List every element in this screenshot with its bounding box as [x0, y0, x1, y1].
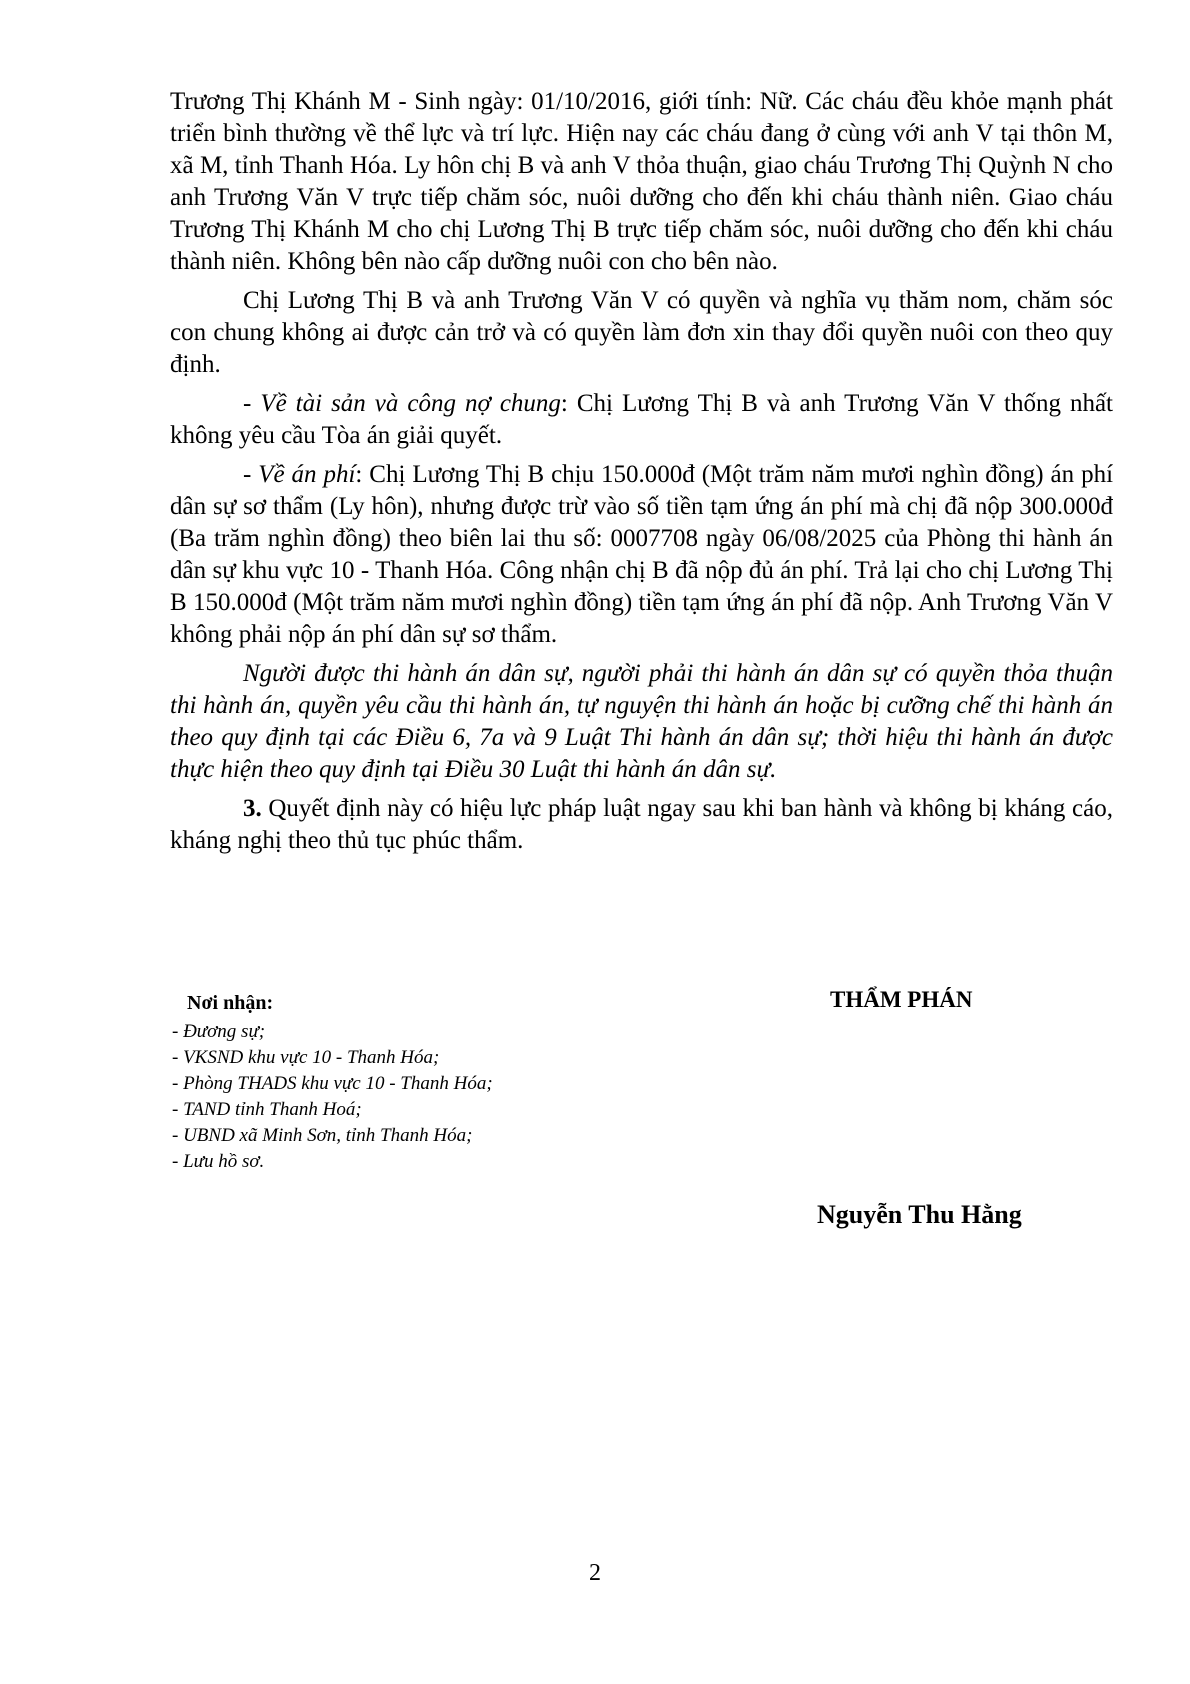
assets-debts-label: - Về tài sản và công nợ chung [243, 390, 561, 417]
judge-name: Nguyễn Thu Hằng [817, 1200, 1022, 1229]
recipient-item: - Đương sự; [172, 1021, 266, 1042]
recipient-item: - Lưu hồ sơ. [172, 1151, 265, 1172]
effect-item-number: 3. [243, 795, 262, 822]
recipient-item: - Phòng THADS khu vực 10 - Thanh Hóa; [172, 1073, 493, 1094]
court-fees-text: : Chị Lương Thị B chịu 150.000đ (Một trăm năm mươi nghìn đồng) án phí dân sự sơ thẩm (Ly hôn), nhưng được trừ vào số tiền tạm ứng án phí mà chị đã nộp 300.000đ (Ba trăm nghìn đồng) theo biên lai thu số: 0007708 ngày 06/08/2025 của Phòng thi hành án dân sự khu vực 10 - Thanh Hóa. Công nhận chị B đã nộp đủ án phí. Trả lại cho chị Lương Thị B 150.000đ (Một trăm năm mươi nghìn đồng) tiền tạm ứng án phí đã nộp. Anh Trương Văn V không phải nộp án phí dân sự sơ thẩm. [170, 461, 1114, 648]
paragraph-enforcement-rights: Người được thi hành án dân sự, người phải thi hành án dân sự có quyền thỏa thuận thi hành án, quyền yêu cầu thi hành án, tự nguyện thi hành án hoặc bị cưỡng chế thi hành án theo quy định tại các Điều 6, 7a và 9 Luật Thi hành án dân sự; thời hiệu thi hành án được thực hiện theo quy định tại Điều 30 Luật thi hành án dân sự. [170, 660, 1113, 783]
effect-text: Quyết định này có hiệu lực pháp luật ngay sau khi ban hành và không bị kháng cáo, kháng nghị theo thủ tục phúc thẩm. [170, 795, 1113, 854]
paragraph-assets-debts [170, 388, 1113, 452]
decision-body [170, 86, 1113, 864]
recipient-item: - VKSND khu vực 10 - Thanh Hóa; [172, 1047, 440, 1068]
paragraph-children-custody: Trương Thị Khánh M - Sinh ngày: 01/10/2016, giới tính: Nữ. Các cháu đều khỏe mạnh phát triển bình thường về thể lực và trí lực. Hiện nay các cháu đang ở cùng với anh V tại thôn M, xã M, tỉnh Thanh Hóa. Ly hôn chị B và anh V thỏa thuận, giao cháu Trương Thị Quỳnh N cho anh Trương Văn V trực tiếp chăm sóc, nuôi dưỡng cho đến khi cháu thành niên. Giao cháu Trương Thị Khánh M cho chị Lương Thị B trực tiếp chăm sóc, nuôi dưỡng cho đến khi cháu thành niên. Không bên nào cấp dưỡng nuôi con cho bên nào. [170, 88, 1113, 275]
recipient-item: - UBND xã Minh Sơn, tỉnh Thanh Hóa; [172, 1125, 473, 1146]
court-fees-label: - Về án phí [243, 461, 356, 488]
recipients-block [172, 990, 692, 1175]
judge-title: THẨM PHÁN [830, 987, 973, 1012]
assets-debts-text: : Chị Lương Thị B và anh Trương Văn V thống nhất không yêu cầu Tòa án giải quyết. [170, 390, 1113, 449]
page-number: 2 [589, 1560, 601, 1586]
recipient-item: - TAND tỉnh Thanh Hoá; [172, 1099, 362, 1120]
recipients-title: Nơi nhận: [187, 992, 274, 1014]
paragraph-court-fees [170, 459, 1113, 651]
recipients-list [172, 1019, 692, 1175]
paragraph-effect [170, 793, 1113, 857]
paragraph-visitation-rights: Chị Lương Thị B và anh Trương Văn V có quyền và nghĩa vụ thăm nom, chăm sóc con chung không ai được cản trở và có quyền làm đơn xin thay đổi quyền nuôi con theo quy định. [170, 287, 1113, 378]
